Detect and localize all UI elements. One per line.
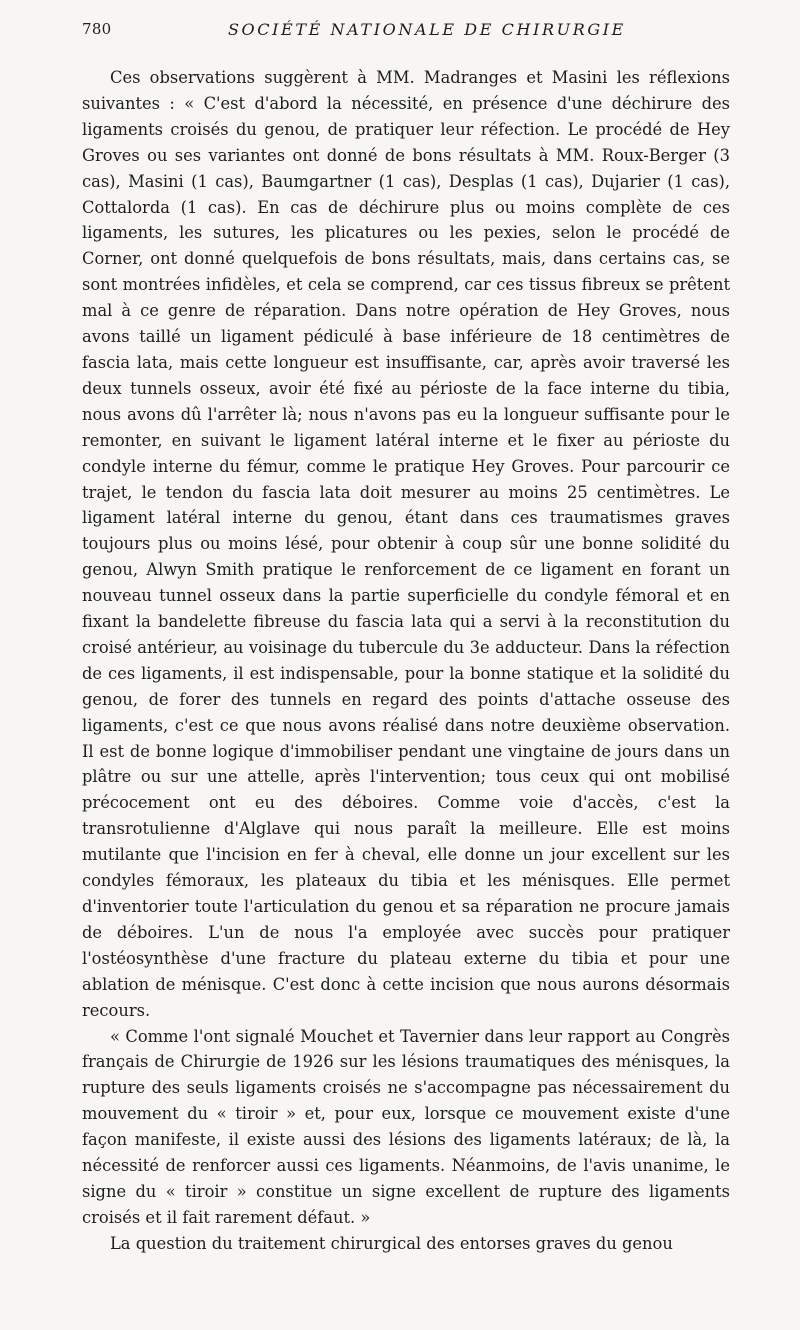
page-number: 780 xyxy=(82,20,112,38)
body-text xyxy=(82,65,730,1257)
running-header xyxy=(82,20,732,44)
journal-title: SOCIÉTÉ NATIONALE DE CHIRURGIE xyxy=(228,20,626,39)
paragraph-observations: Ces observations suggèrent à MM. Madranges et Masini les réflexions suivantes : « C'est d'abord la nécessité, en présence d'une déchirure des ligaments croisés du genou, de pratiquer leur réfection. Le procédé de Hey Groves ou ses variantes ont donné de bons résultats à MM. Roux-Berger (3 cas), Masini (1 cas), Baumgartner (1 cas), Desplas (1 cas), Dujarier (1 cas), Cottalorda (1 cas). En cas de déchirure plus ou moins complète de ces ligaments, les sutures, les plicatures ou les pexies, selon le procédé de Corner, ont donné quelquefois de bons résultats, mais, dans certains cas, se sont montrées infidèles, et cela se comprend, car ces tissus fibreux se prêtent mal à ce genre de réparation. Dans notre opération de Hey Groves, nous avons taillé un ligament pédiculé à base inférieure de 18 centimètres de fascia lata, mais cette longueur est insuffisante, car, après avoir traversé les deux tunnels osseux, avoir été fixé au périoste de la face interne du tibia, nous avons dû l'arrêter là; nous n'avons pas eu la longueur suffisante pour le remonter, en suivant le ligament latéral interne et le fixer au périoste du condyle interne du fémur, comme le pratique Hey Groves. Pour parcourir ce trajet, le tendon du fascia lata doit mesurer au moins 25 centimètres. Le ligament latéral interne du genou, étant dans ces traumatismes graves toujours plus ou moins lésé, pour obtenir à coup sûr une bonne solidité du genou, Alwyn Smith pratique le renforcement de ce ligament en forant un nouveau tunnel osseux dans la partie superficielle du condyle fémoral et en fixant la bandelette fibreuse du fascia lata qui a servi à la reconstitution du croisé antérieur, au voisinage du tubercule du 3e adducteur. Dans la réfection de ces ligaments, il est indispensable, pour la bonne statique et la solidité du genou, de forer des tunnels en regard des points d'attache osseuse des ligaments, c'est ce que nous avons réalisé dans notre deuxième observation. Il est de bonne logique d'immobiliser pendant une vingtaine de jours dans un plâtre ou sur une attelle, après l'intervention; tous ceux qui ont mobilisé précocement ont eu des déboires. Comme voie d'accès, c'est la transrotulienne d'Alglave qui nous paraît la meilleure. Elle est moins mutilante que l'incision en fer à cheval, elle donne un jour excellent sur les condyles fémoraux, les plateaux du tibia et les ménisques. Elle permet d'inventorier toute l'articulation du genou et sa réparation ne procure jamais de déboires. L'un de nous l'a employée avec succès pour pratiquer l'ostéosynthèse d'une fracture du plateau externe du tibia et pour une ablation de ménisque. C'est donc à cette incision que nous aurons désormais recours. xyxy=(82,68,730,1020)
paragraph-quote-mouchet: « Comme l'ont signalé Mouchet et Tavernier dans leur rapport au Congrès français de Chirurgie de 1926 sur les lésions traumatiques des ménisques, la rupture des seuls ligaments croisés ne s'accompagne pas nécessairement du mouvement du « tiroir » et, pour eux, lorsque ce mouvement existe d'une façon manifeste, il existe aussi des lésions des ligaments latéraux; de là, la nécessité de renforcer aussi ces ligaments. Néanmoins, de l'avis unanime, le signe du « tiroir » constitue un signe excellent de rupture des ligaments croisés et il fait rarement défaut. » xyxy=(82,1026,730,1227)
paragraph-question: La question du traitement chirurgical des entorses graves du genou xyxy=(110,1233,673,1253)
